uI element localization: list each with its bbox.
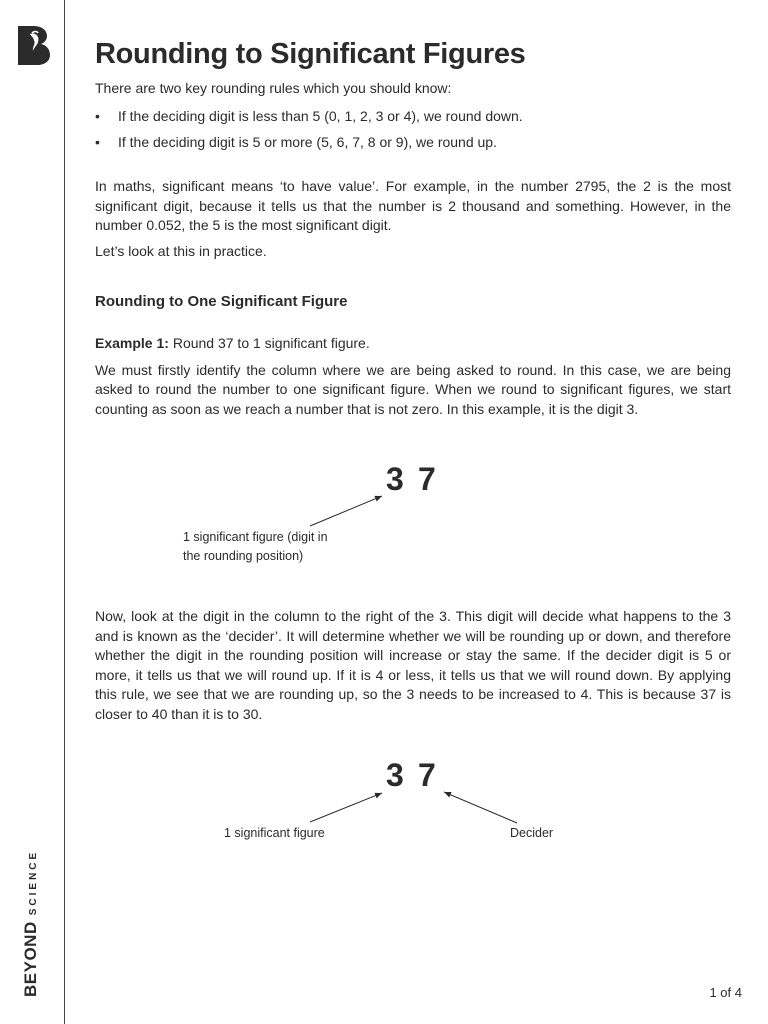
brand-word-main: BEYOND: [21, 921, 40, 997]
digit-tens: 3: [386, 461, 404, 497]
annotation-decider: Decider: [510, 826, 554, 840]
digit-units: 7: [418, 461, 436, 497]
bullet: •: [95, 133, 100, 150]
example-text: Round 37 to 1 significant figure.: [168, 335, 370, 351]
example-label: Example 1:: [95, 335, 169, 351]
page-number: 1 of 4: [709, 985, 742, 1000]
brand-word-sub: SCIENCE: [28, 849, 39, 916]
rule-text: If the deciding digit is 5 or more (5, 6, 7, 8 or 9), we round up.: [118, 133, 497, 150]
section-heading: Rounding to One Significant Figure: [95, 293, 348, 310]
paragraph-maths: In maths, significant means ‘to have value’. For example, in the number 2795, the 2 is the most significant digit, because it tells us that the number is 2 thousand and something. However, in the number 0.052, the 5 is the most significant digit.: [95, 178, 731, 233]
rule-text: If the deciding digit is less than 5 (0, 1, 2, 3 or 4), we round down.: [118, 107, 523, 124]
digit-units: 7: [418, 757, 436, 793]
annotation-line: the rounding position): [183, 549, 304, 563]
page-title: Rounding to Significant Figures: [95, 38, 526, 70]
annotation-line: 1 significant figure (digit in: [183, 530, 328, 544]
paragraph-decider: Now, look at the digit in the column to the right of the 3. This digit will decide what happens to the 3 and is known as the ‘decider’. It will determine whether we will be rounding up or down, and therefore whether the digit in the rounding position will increase or stay the same. If the decider digit is 5 or more, it tells us that we will round up. If it is 4 or less, it tells us that we will round down. By applying this rule, we see that we are rounding up, so the 3 needs to be increased to 4. This is because 37 is closer to 40 than it is to 30.: [95, 608, 731, 722]
annotation-sig-figure: 1 significant figure: [224, 826, 325, 840]
intro-text: There are two key rounding rules which you should know:: [95, 80, 452, 96]
paragraph-practice: Let’s look at this in practice.: [95, 242, 267, 259]
paragraph-identify: We must firstly identify the column where we are being asked to round. In this case, we are being asked to round the number to one significant figure. When we round to significant figures, we start counting as soon as we reach a number that is not zero. In this example, it is the digit 3.: [95, 361, 731, 417]
digit-tens: 3: [386, 757, 404, 793]
bullet: •: [95, 107, 100, 124]
